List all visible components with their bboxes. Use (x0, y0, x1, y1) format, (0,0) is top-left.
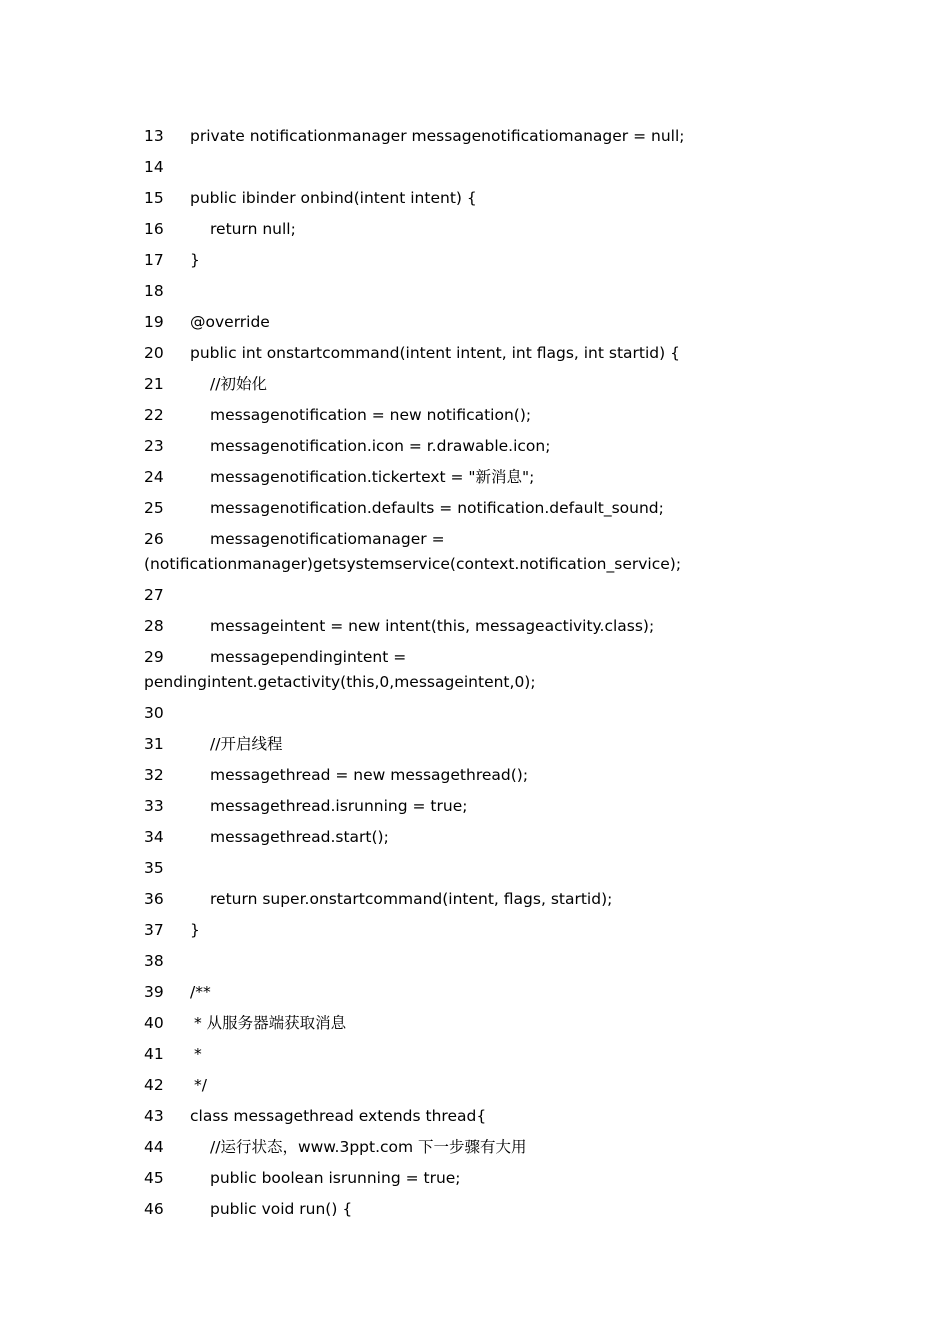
code-line (0, 246, 950, 277)
line-text: messagenotification.tickertext = "新消息"; (210, 468, 535, 486)
line-number: 21 (144, 375, 164, 393)
line-text: messagenotification.defaults = notification.default_sound; (210, 499, 664, 517)
line-text: messagethread.isrunning = true; (210, 797, 468, 815)
line-number: 23 (144, 437, 164, 455)
code-line (0, 1164, 950, 1195)
line-number: 41 (144, 1045, 164, 1063)
line-number: 38 (144, 952, 164, 970)
line-number: 27 (144, 586, 164, 604)
code-line (0, 432, 950, 463)
line-text: * (194, 1045, 202, 1063)
code-line (0, 1102, 950, 1133)
line-number: 15 (144, 189, 164, 207)
code-line (0, 854, 950, 885)
code-line (0, 947, 950, 978)
line-text: public boolean isrunning = true; (210, 1169, 461, 1187)
line-text: messageintent = new intent(this, messageactivity.class); (210, 617, 655, 635)
line-text: messagethread = new messagethread(); (210, 766, 529, 784)
code-line (0, 612, 950, 643)
line-number: 30 (144, 704, 164, 722)
line-number: 34 (144, 828, 164, 846)
code-line (0, 277, 950, 308)
line-number: 45 (144, 1169, 164, 1187)
line-number: 25 (144, 499, 164, 517)
code-line (0, 215, 950, 246)
line-number: 40 (144, 1014, 164, 1032)
line-number: 31 (144, 735, 164, 753)
code-line (0, 643, 950, 699)
line-number: 28 (144, 617, 164, 635)
code-line (0, 823, 950, 854)
line-number: 39 (144, 983, 164, 1001)
line-text: public ibinder onbind(intent intent) { (190, 189, 477, 207)
line-number: 20 (144, 344, 164, 362)
line-number: 46 (144, 1200, 164, 1218)
line-number: 32 (144, 766, 164, 784)
line-number: 44 (144, 1138, 164, 1156)
code-line (0, 1195, 950, 1226)
line-text: messagethread.start(); (210, 828, 389, 846)
line-continuation: pendingintent.getactivity(this,0,messageintent,0); (144, 673, 536, 691)
code-line (0, 581, 950, 612)
code-line (0, 730, 950, 761)
line-text: return null; (210, 220, 296, 238)
line-text: @override (190, 313, 270, 331)
line-text: * 从服务器端获取消息 (194, 1014, 347, 1032)
line-number: 13 (144, 127, 164, 145)
code-listing (0, 122, 950, 1226)
code-line (0, 339, 950, 370)
line-text: /** (190, 983, 211, 1001)
line-text: class messagethread extends thread{ (190, 1107, 487, 1125)
line-number: 36 (144, 890, 164, 908)
line-number: 14 (144, 158, 164, 176)
code-line (0, 401, 950, 432)
code-line (0, 1133, 950, 1164)
line-text: } (190, 251, 200, 269)
line-number: 35 (144, 859, 164, 877)
code-line (0, 1009, 950, 1040)
line-number: 17 (144, 251, 164, 269)
line-text: public int onstartcommand(intent intent, int flags, int startid) { (190, 344, 680, 362)
line-number: 18 (144, 282, 164, 300)
code-line (0, 494, 950, 525)
line-number: 26 (144, 530, 164, 548)
code-line (0, 916, 950, 947)
code-line (0, 1071, 950, 1102)
line-text: messagenotification.icon = r.drawable.icon; (210, 437, 551, 455)
line-text: */ (194, 1076, 207, 1094)
line-number: 19 (144, 313, 164, 331)
line-text: public void run() { (210, 1200, 353, 1218)
code-line (0, 463, 950, 494)
line-number: 22 (144, 406, 164, 424)
code-line (0, 122, 950, 153)
line-number: 16 (144, 220, 164, 238)
line-number: 37 (144, 921, 164, 939)
line-text: messagependingintent = (210, 648, 407, 666)
code-line (0, 978, 950, 1009)
line-text: messagenotification = new notification(); (210, 406, 532, 424)
line-continuation: (notificationmanager)getsystemservice(context.notification_service); (144, 555, 682, 573)
code-line (0, 699, 950, 730)
code-line (0, 1040, 950, 1071)
code-line (0, 792, 950, 823)
code-line (0, 308, 950, 339)
code-line (0, 370, 950, 401)
code-line (0, 525, 950, 581)
line-text: //开启线程 (210, 735, 283, 753)
line-text: return super.onstartcommand(intent, flags, startid); (210, 890, 613, 908)
line-number: 29 (144, 648, 164, 666)
code-line (0, 885, 950, 916)
line-text: } (190, 921, 200, 939)
line-number: 24 (144, 468, 164, 486)
code-line (0, 761, 950, 792)
code-line (0, 184, 950, 215)
line-number: 43 (144, 1107, 164, 1125)
line-number: 33 (144, 797, 164, 815)
line-text: //运行状态，www.3ppt.com 下一步骤有大用 (210, 1138, 527, 1156)
line-text: //初始化 (210, 375, 267, 393)
code-line (0, 153, 950, 184)
line-text: private notificationmanager messagenotificatiomanager = null; (190, 127, 685, 145)
line-number: 42 (144, 1076, 164, 1094)
line-text: messagenotificatiomanager = (210, 530, 445, 548)
